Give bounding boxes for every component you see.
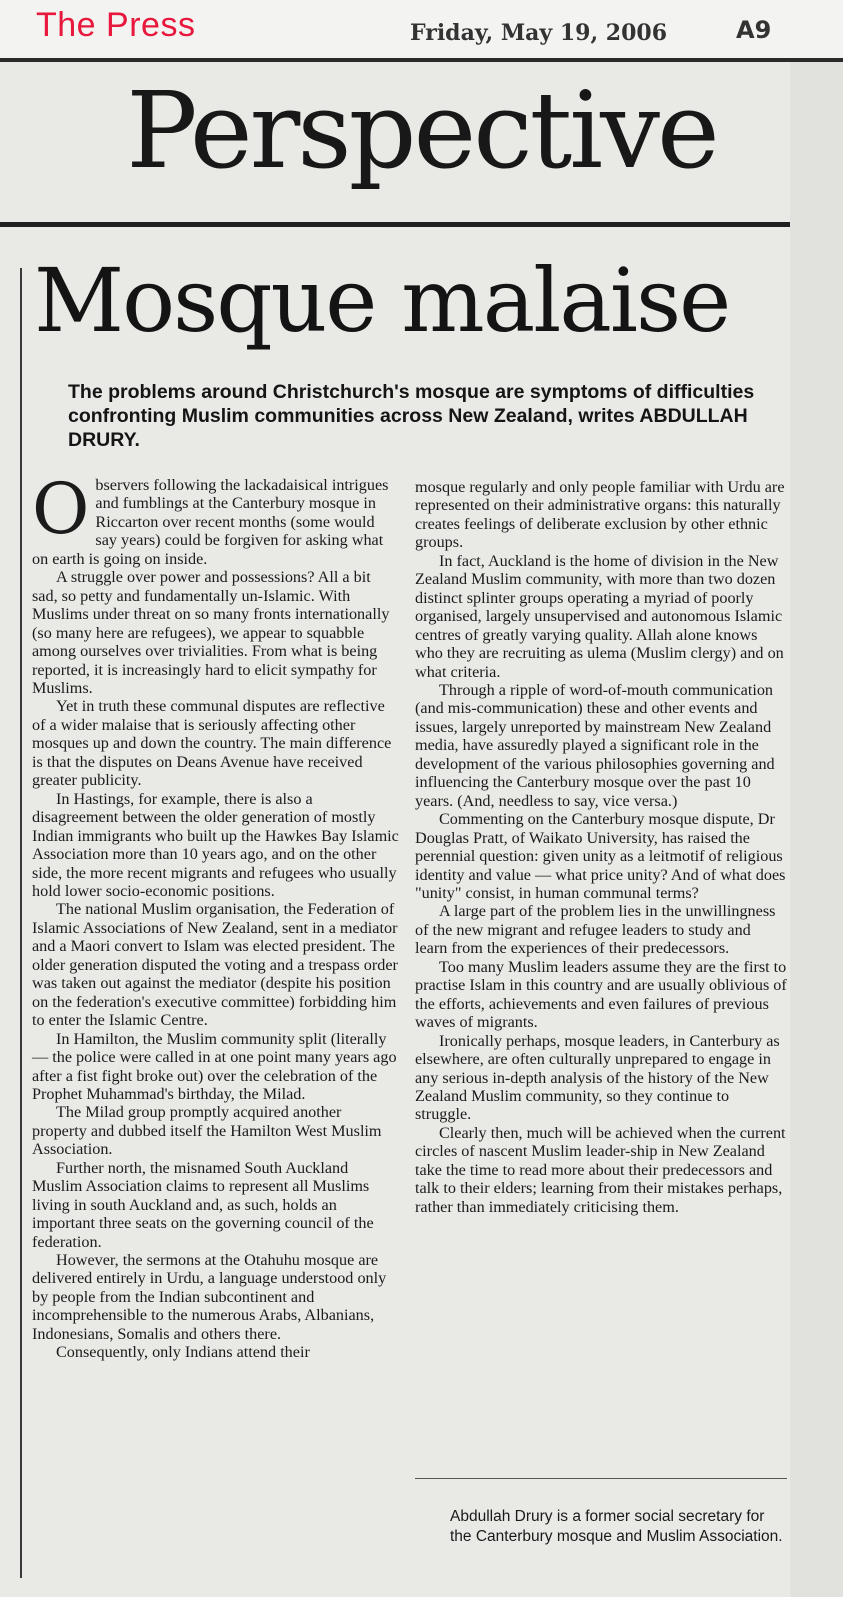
byline-author: ABDULLAH DRURY.	[68, 405, 748, 451]
standfirst-text: The problems around Christchurch's mosque are symptoms of difficulties confronting Muslim communities across New Zealand, writes	[68, 381, 755, 427]
article-column-1	[32, 468, 400, 1362]
paragraph: Consequently, only Indians attend their	[56, 1343, 310, 1362]
page-number: A9	[736, 16, 772, 44]
paragraph: In Hamilton, the Muslim community split (literally — the police were called in at one point many years ago after a fist fight broke out) over the celebration of the Prophet Muhammad's birthday, the Milad.	[32, 1029, 397, 1103]
paragraph: Too many Muslim leaders assume they are the first to practise Islam in this country and are usually oblivious of the efforts, achievements and even failures of previous waves of migrants.	[415, 957, 787, 1032]
paragraph: However, the sermons at the Otahuhu mosque are delivered entirely in Urdu, a language understood only by people from the Indian subcontinent and incomprehensible to the numerous Arabs, Albanians, Indonesians, Somalis and others there.	[32, 1251, 387, 1343]
paragraph: In Hastings, for example, there is also a disagreement between the older generation of mostly Indian immigrants who built up the Hawkes Bay Islamic Association more than 10 years ago, and on the other side, the more recent migrants and refugees who usually hold lower socio-economic positions.	[32, 789, 399, 900]
section-rule	[0, 222, 843, 227]
paper-logo: The Press	[36, 6, 196, 44]
drop-cap: O	[32, 468, 90, 550]
paragraph: In fact, Auckland is the home of division in the New Zealand Muslim community, with more than two dozen distinct splinter groups operating a myriad of poorly organised, largely unsupervised and autonomous Islamic centres of greatly varying quality. Allah alone knows who they are recruiting as ulema (Muslim clergy) and on what criteria.	[415, 551, 784, 681]
paragraph: The national Muslim organisation, the Federation of Islamic Associations of New Zealand, sent in a mediator and a Maori convert to Islam was elected president. The older generation disputed the voting and a trespass order was taken out against the mediator (despite his position on the federation's executive committee) forbidding him to enter the Islamic Centre.	[32, 900, 398, 1030]
paragraph: Further north, the misnamed South Auckland Muslim Association claims to represent all Muslims living in south Auckland and, as such, holds an important three seats on the governing council of the federation.	[32, 1158, 374, 1251]
paragraph: Ironically perhaps, mosque leaders, in Canterbury as elsewhere, are often culturally unprepared to engage in any serious in-depth analysis of the history of the New Zealand Muslim community, so they continue to struggle.	[415, 1031, 780, 1124]
paragraph: mosque regularly and only people familiar with Urdu are represented on their administrative organs: this naturally creates feelings of deliberate exclusion by other ethnic groups.	[415, 478, 785, 552]
paragraph: A large part of the problem lies in the unwillingness of the new migrant and refugee leaders to study and learn from the experiences of their predecessors.	[415, 902, 776, 958]
paragraph: Observers following the lackadaisical intrigues and fumblings at the Canterbury mosque in Riccarton over recent months (some would say years) could be forgiven for asking what on earth is going on inside.	[32, 468, 389, 568]
left-column-rule	[20, 268, 22, 1578]
paragraph: The Milad group promptly acquired another property and dubbed itself the Hamilton West Muslim Association.	[32, 1103, 382, 1159]
paragraph: Through a ripple of word-of-mouth communication (and mis-communication) these and other events and issues, largely unreported by mainstream New Zealand media, have assuredly played a significant role in the development of the various philosophies governing and influencing the Canterbury mosque over the past 10 years. (And, needless to say, vice versa.)	[415, 680, 775, 810]
headline: Mosque malaise	[34, 249, 730, 352]
paragraph: A struggle over power and possessions? All a bit sad, so petty and fundamentally un-Islamic. With Muslims under threat on so many fronts internationally (so many here are refugees), we appear to squabble among ourselves over trivialities. From what is being reported, it is increasingly hard to elicit sympathy for Muslims.	[32, 568, 390, 697]
section-title: Perspective	[126, 69, 717, 192]
bio-rule	[415, 1478, 787, 1479]
author-bio: Abdullah Drury is a former social secretary for the Canterbury mosque and Muslim Association.	[450, 1508, 783, 1545]
paragraph: Clearly then, much will be achieved when the current circles of nascent Muslim leader-ship in New Zealand take the time to read more about their predecessors and talk to their elders; learning from their mistakes perhaps, rather than immediately criticising them.	[415, 1123, 786, 1216]
paragraph: Commenting on the Canterbury mosque dispute, Dr Douglas Pratt, of Waikato University, has raised the perennial question: given unity as a leitmotif of religious identity and value — what price unity? And of what does "unity" consist, in human communal terms?	[415, 810, 786, 902]
masthead-rule	[0, 58, 843, 62]
publication-date: Friday, May 19, 2006	[410, 20, 668, 46]
masthead	[0, 0, 843, 60]
standfirst	[68, 380, 788, 452]
article-column-2	[415, 478, 787, 1216]
paragraph: Yet in truth these communal disputes are reflective of a wider malaise that is seriously affecting other mosques up and down the country. The main difference is that the disputes on Deans Avenue have received greater publicity.	[32, 697, 392, 790]
